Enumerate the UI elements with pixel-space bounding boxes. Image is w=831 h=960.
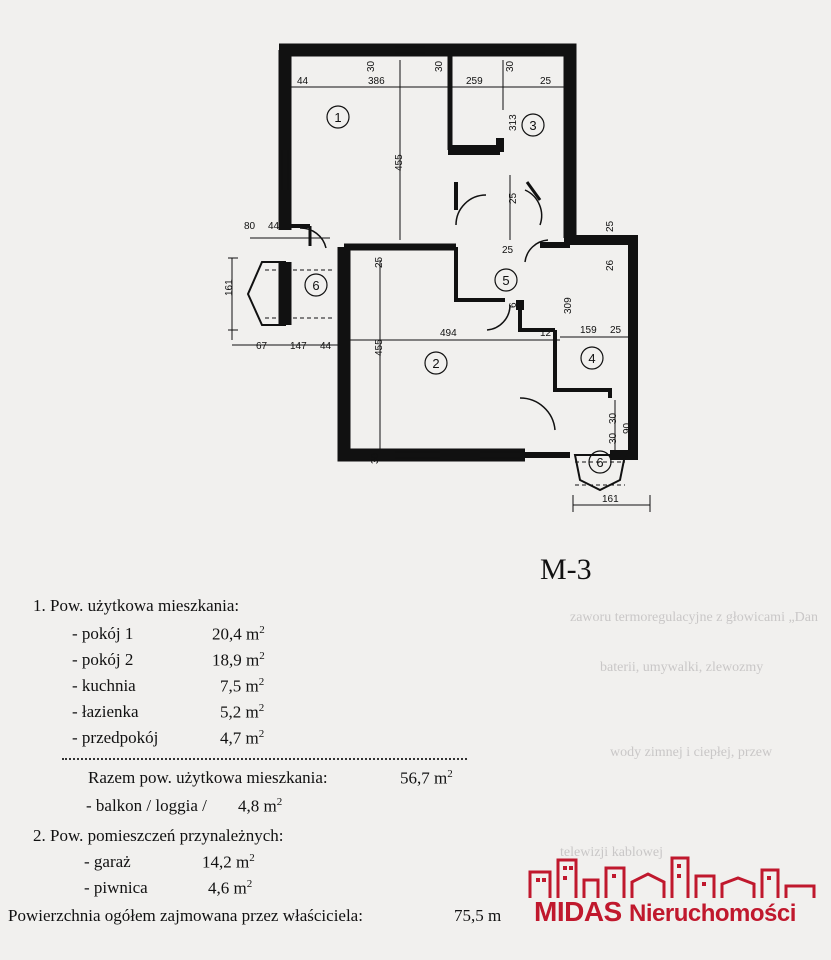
dim-label: 12: [540, 328, 552, 339]
dim-label: 159: [580, 325, 597, 336]
dim-label: 67: [256, 341, 268, 352]
dim-label: 25: [605, 220, 616, 232]
dim-label: 455: [374, 339, 385, 356]
dim-label: 309: [563, 297, 574, 314]
dim-label: 30: [608, 432, 619, 444]
area-value: 18,9 $m^2$: [212, 650, 265, 670]
room-number-3: 3: [529, 118, 537, 133]
dim-label: 161: [224, 279, 235, 296]
dim-label: 26: [605, 259, 616, 271]
brand-name: MIDAS Nieruchomości: [534, 896, 796, 927]
dim-label: 80: [244, 221, 256, 232]
balcony-label: - balkon / loggia /: [86, 796, 207, 815]
room-number-2: 2: [432, 356, 440, 371]
dim-label: 25: [508, 192, 519, 204]
dim-label: 30: [366, 60, 377, 72]
area-label: - piwnica: [84, 878, 148, 897]
dim-label: 313: [508, 114, 519, 131]
dim-label: 494: [440, 328, 457, 339]
total-label: Razem pow. użytkowa mieszkania:: [88, 768, 328, 787]
room-number-4: 4: [588, 351, 596, 366]
room-number-1: 1: [334, 110, 342, 125]
area-label: - garaż: [84, 852, 131, 871]
area-value: 5,2 $m^2$: [220, 702, 265, 722]
dim-label: 147: [290, 341, 307, 352]
dim-label: 44: [268, 221, 280, 232]
dim-label: 30: [505, 60, 516, 72]
section2-heading: 2. Pow. pomieszczeń przynależnych:: [33, 826, 284, 845]
area-label: - łazienka: [72, 702, 139, 721]
area-value: 4,6 $m^2$: [208, 878, 253, 898]
dim-label: 30: [608, 412, 619, 424]
dim-label: 6: [508, 302, 519, 308]
dim-label: 455: [394, 154, 405, 171]
dim-label: 161: [602, 494, 619, 505]
section1-heading: 1. Pow. użytkowa mieszkania:: [33, 596, 240, 615]
dim-label: 44: [320, 341, 332, 352]
area-value: 20,4 $m^2$: [212, 624, 265, 644]
dim-label: 30: [370, 452, 381, 464]
owner-area-label: Powierzchnia ogółem zajmowana przez właściciela:: [8, 906, 363, 925]
area-value: 4,7 $m^2$: [220, 728, 265, 748]
plan-title: M-3: [540, 553, 592, 586]
dim-label: 25: [502, 245, 514, 256]
area-label: - pokój 2: [72, 650, 134, 669]
divider: [62, 758, 467, 760]
dim-label: 90: [622, 422, 633, 434]
total-value: 56,7 $m^2$: [400, 768, 453, 788]
owner-area-value: 75,5 m: [454, 906, 502, 925]
room-number-6: 6: [312, 278, 320, 293]
dim-label: 25: [374, 256, 385, 268]
dim-label: 386: [368, 76, 385, 87]
area-value: 14,2 $m^2$: [202, 852, 255, 872]
balcony-value: 4,8 $m^2$: [238, 796, 283, 816]
room-number-5: 5: [502, 273, 510, 288]
dim-label: 44: [297, 76, 309, 87]
dim-label: 30: [434, 60, 445, 72]
dim-label: 25: [540, 76, 552, 87]
area-value: 7,5 $m^2$: [220, 676, 265, 696]
room-number-6b: 6: [596, 455, 604, 470]
area-label: - pokój 1: [72, 624, 134, 643]
area-label: - kuchnia: [72, 676, 136, 695]
dim-label: 25: [610, 325, 622, 336]
dim-label: 259: [466, 76, 483, 87]
area-label: - przedpokój: [72, 728, 159, 747]
